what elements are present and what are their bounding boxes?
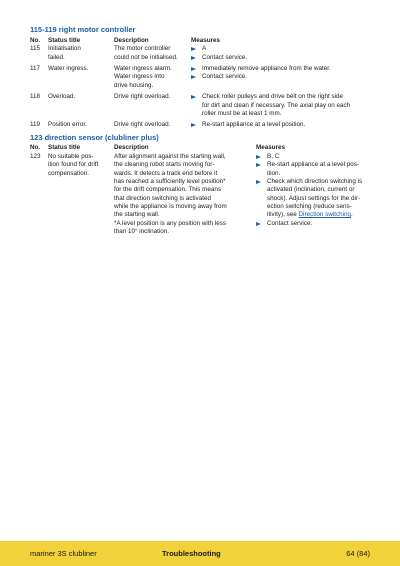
row-measures [191,45,375,65]
measure-item: Contact service. [256,220,375,228]
row-status: Position error. [48,121,87,129]
row-description: The motor controller could not be initialised. [114,45,178,61]
col-header-measures: Measures [191,36,221,44]
measure-item: Re-start appliance at a level position. [191,121,375,129]
table-row [30,121,375,132]
row-number: 123 [30,152,41,160]
measure-item: Check roller pulleys and drive belt on the right side for dirt and clean if necessary. The axial play on each roller must be at least 1 mm. [191,93,375,118]
col-header-no: No. [30,36,41,44]
row-number: 117 [30,65,41,73]
col-header-status: Status title [48,144,81,152]
row-status: Overload. [48,93,76,101]
row-description: Drive right overload. [114,121,171,129]
footer-section-title: Troubleshooting [162,549,221,558]
row-status: No suitable pos- ition found for drift compensation. [48,152,99,177]
section-right-motor-controller [30,26,375,133]
row-number: 118 [30,93,41,101]
measure-item: Contact service. [191,54,375,62]
row-number: 115 [30,45,41,53]
row-status: Initialisation failed. [48,45,81,61]
footer-page-number: 64 (84) [346,549,370,558]
measure-item: Immediately remove appliance from the water. [191,65,375,73]
page-footer [0,541,400,566]
col-header-description: Description [114,144,149,152]
section-title: 115-119 right motor controller [30,25,136,34]
row-measures [191,93,375,121]
status-table [30,144,375,239]
row-measures [256,153,375,240]
col-header-description: Description [114,36,149,44]
row-description: Water ingress alarm. Water ingress into drive housing. [114,65,172,89]
section-title: 123 direction sensor (clubliner plus) [30,132,159,142]
footer-product: mariner 3S clubliner [30,549,97,558]
row-measures [191,121,375,132]
measure-item: Check which direction switching is activated (inclination, current or shock). Adjust settings for the dir- ection switching (reduce sens- itivity), see Direction switching. [256,178,375,220]
row-status: Water ingress. [48,65,89,73]
measure-item: Contact service. [191,73,375,81]
section-direction-sensor [30,134,375,240]
document-content [30,26,375,240]
measure-item: A [191,45,375,53]
table-row [30,45,375,65]
table-header [30,144,375,153]
row-number: 119 [30,121,41,129]
col-header-measures: Measures [256,144,286,152]
measure-item: B, C [256,153,375,161]
col-header-status: Status title [48,36,81,44]
col-header-no: No. [30,144,41,152]
table-row [30,153,375,240]
row-description: After alignment against the starting wall, the cleaning robot starts moving for- wards. It detects a track end before it has reached a sufficiently level position* for the drift compensation. This means that direction switching is activated while the appliance is moving away from the starting wall. *A level position is any position with less than 10° inclination. [114,152,227,236]
status-table [30,37,375,133]
measure-item: Re-start appliance at a level pos- ition. [256,161,375,178]
row-description: Drive right overload. [114,93,171,101]
direction-switching-link[interactable]: Direction switching [298,211,351,219]
table-row [30,65,375,93]
table-row [30,93,375,121]
row-measures [191,65,375,93]
table-header [30,37,375,46]
